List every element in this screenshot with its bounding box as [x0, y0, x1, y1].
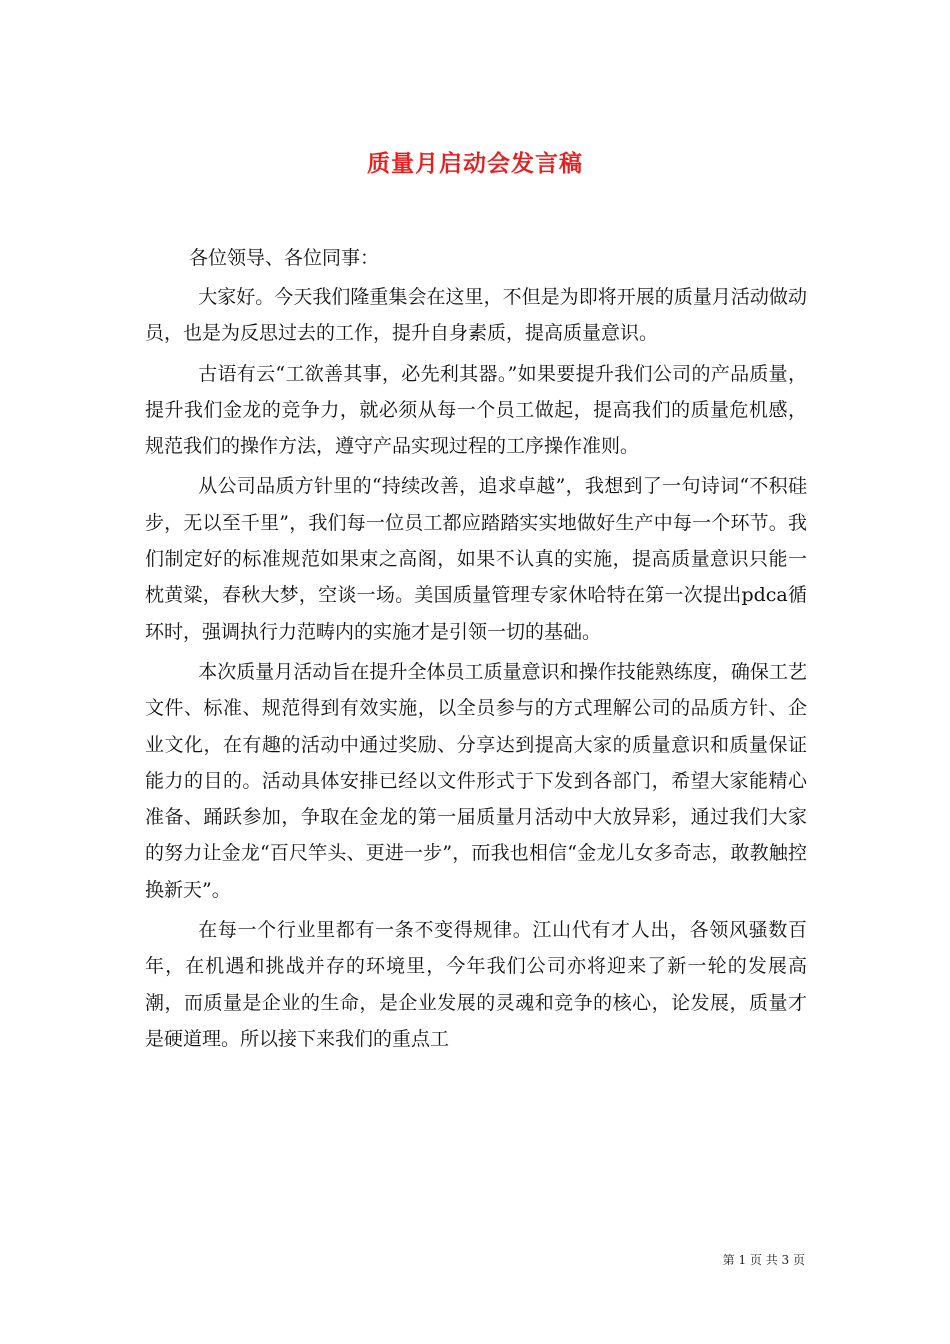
paragraph-5: 在每一个行业里都有一条不变得规律。江山代有才人出，各领风骚数百年，在机遇和挑战并存的环境里，今年我们公司亦将迎来了新一轮的发展高潮，而质量是企业的生命，是企业发展的灵魂和竞争的核心，论发展，质量才是硬道理。所以接下来我们的重点工 — [145, 919, 807, 1050]
document-body — [145, 241, 807, 1061]
paragraph-1: 大家好。今天我们隆重集会在这里，不但是为即将开展的质量月活动做动员，也是为反思过去的工作，提升自身素质，提高质量意识。 — [145, 286, 807, 345]
paragraph-2: 古语有云“工欲善其事，必先利其器。”如果要提升我们公司的产品质量，提升我们金龙的竞争力，就必须从每一个员工做起，提高我们的质量危机感，规范我们的操作方法，遵守产品实现过程的工序操作准则。 — [145, 362, 807, 458]
greeting: 各位领导、各位同事： — [189, 247, 380, 269]
paragraph-4: 本次质量月活动旨在提升全体员工质量意识和操作技能熟练度，确保工艺文件、标准、规范得到有效实施，以全员参与的方式理解公司的品质方针、企业文化，在有趣的活动中通过奖励、分享达到提高大家的质量意识和质量保证能力的目的。活动具体安排已经以文件形式于下发到各部门，希望大家能精心准备、踊跃参加，争取在金龙的第一届质量月活动中大放异彩，通过我们大家的努力让金龙“百尺竿头、更进一步”，而我也相信“金龙儿女多奇志，敢教触控换新天”。 — [145, 660, 807, 901]
page-number: 第 1 页 共 3 页 — [722, 1253, 805, 1267]
paragraph-3: 从公司品质方针里的“持续改善，追求卓越”，我想到了一句诗词“不积硅步，无以至千里”，我们每一位员工都应踏踏实实地做好生产中每一个环节。我们制定好的标准规范如果束之高阁，如果不认真的实施，提高质量意识只能一枕黄粱，春秋大梦，空谈一场。美国质量管理专家休哈特在第一次提出pdca循环时，强调执行力范畴内的实施才是引领一切的基础。 — [145, 475, 807, 643]
page-title: 质量月启动会发言稿 — [367, 150, 583, 178]
